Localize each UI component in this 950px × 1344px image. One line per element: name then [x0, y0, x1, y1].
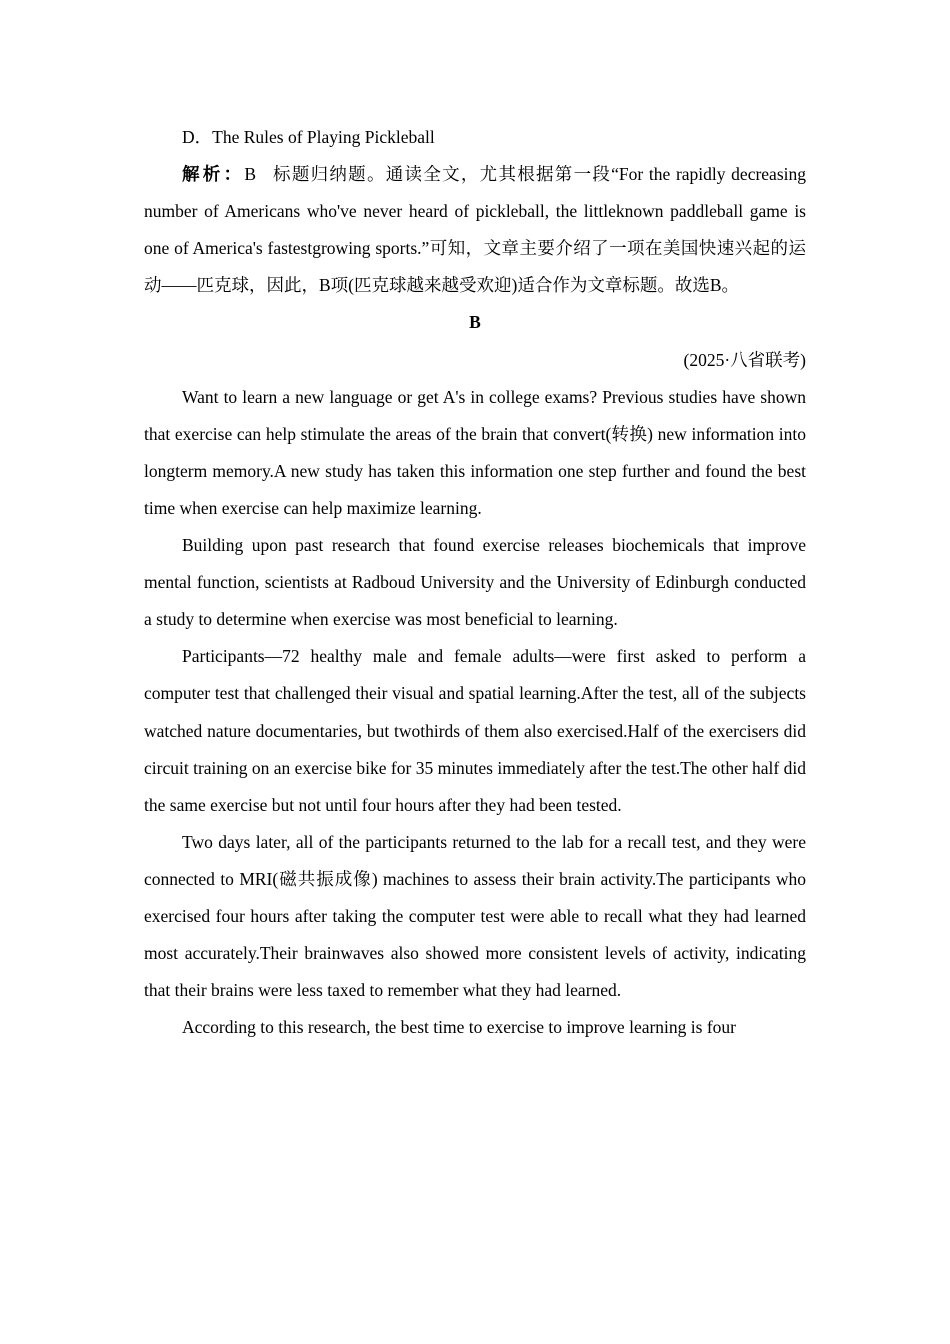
section-title: B [469, 312, 481, 333]
paragraph-5: According to this research, the best time to exercise to improve learning is four [182, 1017, 736, 1038]
analysis-label: 解析： [182, 164, 245, 185]
paragraph-4: Two days later, all of the participants returned to the lab for a recall test, and they were connected to MRI(磁共振成像) machines to assess their brain activity.The participants who exercised four hours after taking the computer test were able to recall what they had learned most accurately.Their brainwaves also showed more consistent levels of activity, indicating that their brains were less taxed to remember what they had learned. [144, 831, 806, 1001]
analysis-answer: B [244, 164, 257, 185]
paragraph-2: Building upon past research that found exercise releases biochemicals that improve mental function, scientists at Radboud University and the University of Edinburgh conducted a study to determine when exercise was most beneficial to learning. [144, 535, 806, 630]
document-page [144, 119, 806, 1046]
analysis-text: 标题归纳题。通读全文，尤其根据第一段“For the rapidly decreasing number of Americans who've never heard of pickleball, the littleknown paddleball game is one of America's fastestgrowing sports.”可知，文章主要介绍了一项在美国快速兴起的运动——匹克球，因此，B项(匹克球越来越受欢迎)适合作为文章标题。故选B。 [144, 164, 806, 296]
section-source: (2025·八省联考) [683, 349, 806, 370]
option-d: D．The Rules of Playing Pickleball [182, 127, 435, 147]
paragraph-1: Want to learn a new language or get A's in college exams? Previous studies have shown that exercise can help stimulate the areas of the brain that convert(转换) new information into longterm memory.A new study has taken this information one step further and found the best time when exercise can help maximize learning. [144, 386, 806, 518]
paragraph-3: Participants—72 healthy male and female adults—were first asked to perform a computer test that challenged their visual and spatial learning.After the test, all of the subjects watched nature documentaries, but twothirds of them also exercised.Half of the exercisers did circuit training on an exercise bike for 35 minutes immediately after the test.The other half did the same exercise but not until four hours after they had been tested. [144, 646, 806, 815]
analysis-paragraph [144, 156, 806, 304]
